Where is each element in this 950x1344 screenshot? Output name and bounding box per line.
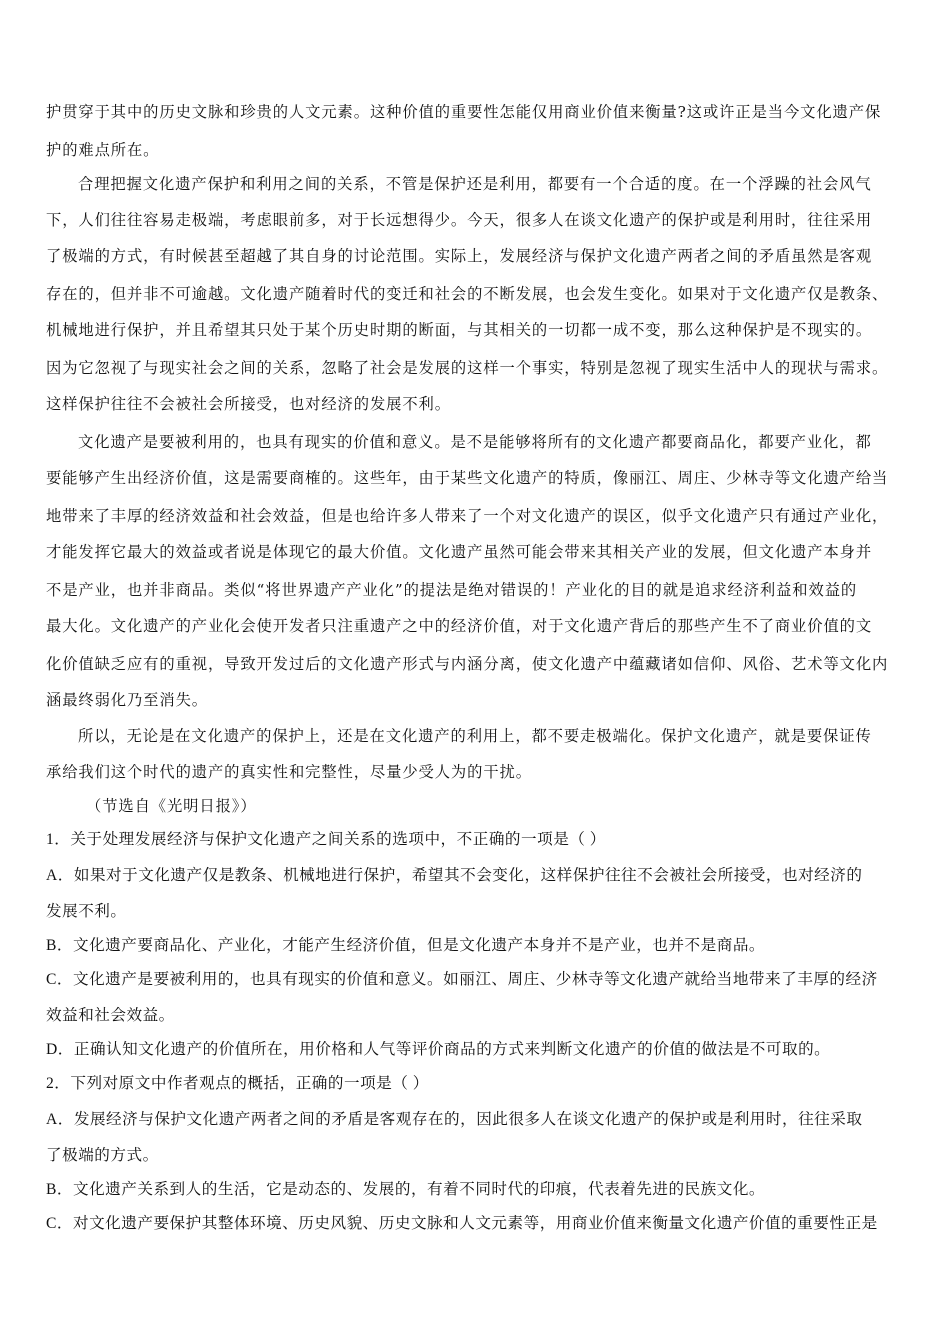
passage-line: 这样保护往往不会被社会所接受，也对经济的发展不利。 (46, 395, 451, 413)
question-2-stem: 2．下列对原文中作者观点的概括，正确的一项是（ ） (46, 1075, 429, 1092)
question-1-stem: 1．关于处理发展经济与保护文化遗产之间关系的选项中，不正确的一项是（ ） (46, 831, 606, 848)
question-1-option-a-cont: 发展不利。 (46, 903, 127, 920)
passage-line: 不是产业，也并非商品。类似“将世界遗产产业化”的提法是绝对错误的！产业化的目的就是追求经济利益和效益的 (46, 581, 858, 599)
passage-paragraph-start: 所以，无论是在文化遗产的保护上，还是在文化遗产的利用上，都不要走极端化。保护文化遗产，就是要保证传 (78, 727, 872, 745)
passage-line: 承给我们这个时代的遗产的真实性和完整性，尽量少受人为的干扰。 (46, 763, 532, 781)
question-1-option-c: C．文化遗产是要被利用的，也具有现实的价值和意义。如丽江、周庄、少林寺等文化遗产就给当地带来了丰厚的经济 (46, 971, 878, 988)
passage-line: 因为它忽视了与现实社会之间的关系，忽略了社会是发展的这样一个事实，特别是忽视了现实生活中人的现状与需求。 (46, 359, 889, 377)
question-1-option-d: D．正确认知文化遗产的价值所在，用价格和人气等评价商品的方式来判断文化遗产的价值的做法是不可取的。 (46, 1041, 831, 1058)
passage-line: 才能发挥它最大的效益或者说是体现它的最大价值。文化遗产虽然可能会带来其相关产业的发展，但文化遗产本身并 (46, 543, 873, 561)
question-2-option-a-cont: 了极端的方式。 (46, 1147, 159, 1164)
question-1-option-b: B．文化遗产要商品化、产业化，才能产生经济价值，但是文化遗产本身并不是产业，也并不是商品。 (46, 937, 766, 954)
passage-line: 化价值缺乏应有的重视，导致开发过后的文化遗产形式与内涵分离，使文化遗产中蕴藏诸如信仰、风俗、艺术等文化内 (46, 655, 889, 673)
question-2-option-b: B．文化遗产关系到人的生活，它是动态的、发展的，有着不同时代的印痕，代表着先进的民族文化。 (46, 1181, 766, 1198)
passage-line: 下，人们往往容易走极端，考虑眼前多，对于长远想得少。今天，很多人在谈文化遗产的保护或是利用时，往往采用 (46, 211, 873, 229)
passage-line: 要能够产生出经济价值，这是需要商榷的。这些年，由于某些文化遗产的特质，像丽江、周庄、少林寺等文化遗产给当 (46, 469, 889, 487)
passage-line: 护贯穿于其中的历史文脉和珍贵的人文元素。这种价值的重要性怎能仅用商业价值来衡量?这或许正是当今文化遗产保 (46, 103, 882, 121)
question-2-option-a: A．发展经济与保护文化遗产两者之间的矛盾是客观存在的，因此很多人在谈文化遗产的保护或是利用时，往往采取 (46, 1111, 863, 1128)
passage-line: 了极端的方式，有时候甚至超越了其自身的讨论范围。实际上，发展经济与保护文化遗产两者之间的矛盾虽然是客观 (46, 247, 873, 265)
passage-line: 最大化。文化遗产的产业化会使开发者只注重遗产之中的经济价值，对于文化遗产背后的那些产生不了商业价值的文 (46, 617, 873, 635)
passage-line: 涵最终弱化乃至消失。 (46, 691, 208, 709)
passage-source: （节选自《光明日报》） (86, 797, 257, 815)
question-1-option-a: A．如果对于文化遗产仅是教条、机械地进行保护，希望其不会变化，这样保护往往不会被社会所接受，也对经济的 (46, 867, 863, 884)
passage-paragraph-start: 合理把握文化遗产保护和利用之间的关系，不管是保护还是利用，都要有一个合适的度。在一个浮躁的社会风气 (78, 175, 872, 193)
passage-line: 护的难点所在。 (46, 141, 160, 159)
question-2-option-c: C．对文化遗产要保护其整体环境、历史风貌、历史文脉和人文元素等，用商业价值来衡量文化遗产价值的重要性正是 (46, 1215, 878, 1232)
passage-line: 地带来了丰厚的经济效益和社会效益，但是也给许多人带来了一个对文化遗产的误区，似乎文化遗产只有通过产业化， (46, 507, 889, 525)
passage-line: 存在的，但并非不可逾越。文化遗产随着时代的变迁和社会的不断发展，也会发生变化。如果对于文化遗产仅是教条、 (46, 285, 889, 303)
question-1-option-c-cont: 效益和社会效益。 (46, 1007, 175, 1024)
passage-line: 机械地进行保护，并且希望其只处于某个历史时期的断面，与其相关的一切都一成不变，那么这种保护是不现实的。 (46, 321, 873, 339)
passage-paragraph-start: 文化遗产是要被利用的，也具有现实的价值和意义。是不是能够将所有的文化遗产都要商品化，都要产业化，都 (78, 433, 872, 451)
